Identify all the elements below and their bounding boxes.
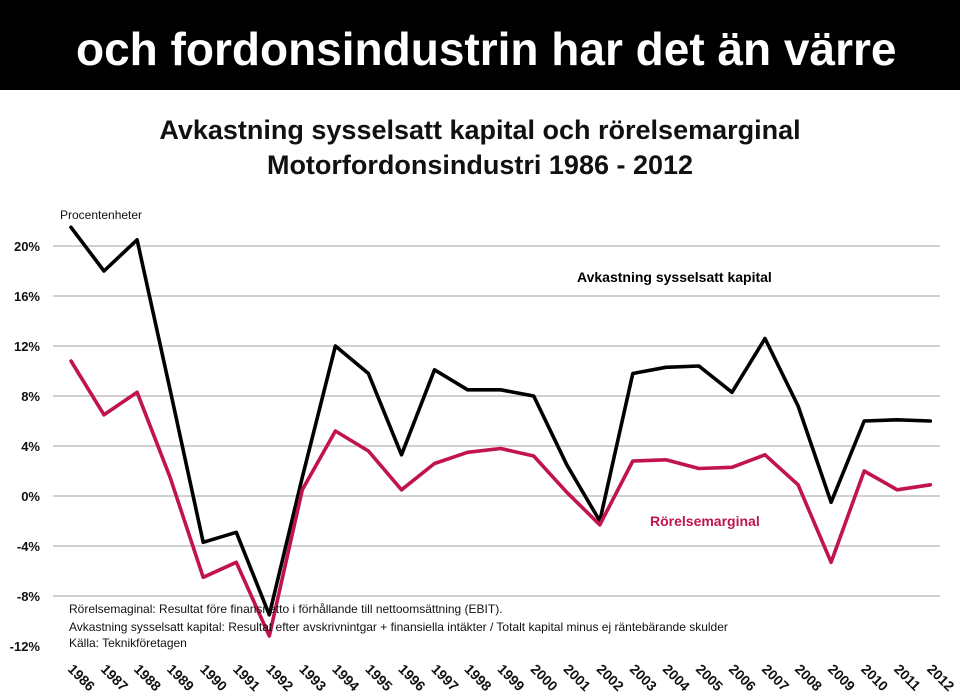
y-tick-label: 16%	[13, 289, 40, 304]
slide-title: och fordonsindustrin har det än värre	[76, 23, 897, 75]
y-tick-label: 12%	[13, 339, 40, 354]
x-tick-label: 1990	[197, 660, 231, 695]
x-tick-label: 1995	[362, 660, 396, 695]
x-tick-label: 2001	[560, 660, 594, 695]
x-tick-label: 1987	[97, 660, 132, 695]
x-tick-label: 1997	[428, 660, 462, 695]
chart-notes	[69, 602, 728, 650]
series-label-rorelsemarginal: Rörelsemarginal	[650, 513, 760, 529]
chart-subtitle: Motorfordonsindustri 1986 - 2012	[266, 150, 694, 180]
x-tick-label: 2009	[825, 660, 859, 695]
y-tick-label: 20%	[13, 239, 40, 254]
y-tick-label: 8%	[21, 389, 40, 404]
chart-title: Avkastning sysselsatt kapital och rörelsemarginal	[159, 115, 801, 145]
x-tick-label: 2002	[593, 660, 628, 695]
x-tick-label: 2012	[924, 660, 958, 695]
x-tick-label: 2007	[758, 660, 793, 695]
x-tick-label: 1988	[130, 660, 165, 695]
x-tick-label: 2005	[692, 660, 727, 695]
y-tick-label: -4%	[16, 539, 40, 554]
x-tick-label: 1992	[263, 660, 297, 695]
x-tick-label: 2000	[527, 660, 561, 695]
x-tick-label: 2006	[725, 660, 760, 695]
y-axis-ticks	[10, 239, 41, 654]
chart-note: Källa: Teknikföretagen	[69, 636, 187, 650]
series-lines	[71, 227, 930, 636]
x-tick-label: 1999	[494, 660, 528, 695]
series-line-avkastning	[71, 227, 930, 615]
x-tick-label: 1986	[64, 660, 99, 695]
y-tick-label: -12%	[9, 639, 40, 654]
x-axis-ticks	[65, 661, 958, 694]
x-tick-label: 2010	[858, 660, 892, 695]
x-tick-label: 1994	[329, 660, 363, 695]
x-tick-label: 1991	[230, 660, 264, 695]
unit-label: Procentenheter	[60, 208, 143, 222]
x-tick-label: 2003	[626, 660, 661, 695]
x-tick-label: 1993	[296, 660, 330, 695]
x-tick-label: 2011	[891, 660, 924, 694]
chart-note: Rörelsemaginal: Resultat före finansnetto i förhållande till nettoomsättning (EBIT).	[69, 602, 503, 616]
series-line-rorelsemarginal	[71, 361, 930, 636]
y-tick-label: -8%	[16, 589, 40, 604]
y-tick-label: 0%	[21, 489, 40, 504]
series-label-avkastning: Avkastning sysselsatt kapital	[577, 269, 772, 285]
chart-note: Avkastning sysselsatt kapital: Resultat efter avskrivnintgar + finansiella intäkter / Totalt kapital minus ej räntebärande skulder	[69, 620, 728, 634]
gridlines	[53, 246, 940, 596]
x-tick-label: 1996	[395, 660, 429, 695]
y-tick-label: 4%	[21, 439, 40, 454]
x-tick-label: 1989	[164, 660, 198, 695]
x-tick-label: 1998	[461, 660, 495, 695]
x-tick-label: 2004	[659, 660, 694, 695]
x-tick-label: 2008	[791, 660, 826, 695]
